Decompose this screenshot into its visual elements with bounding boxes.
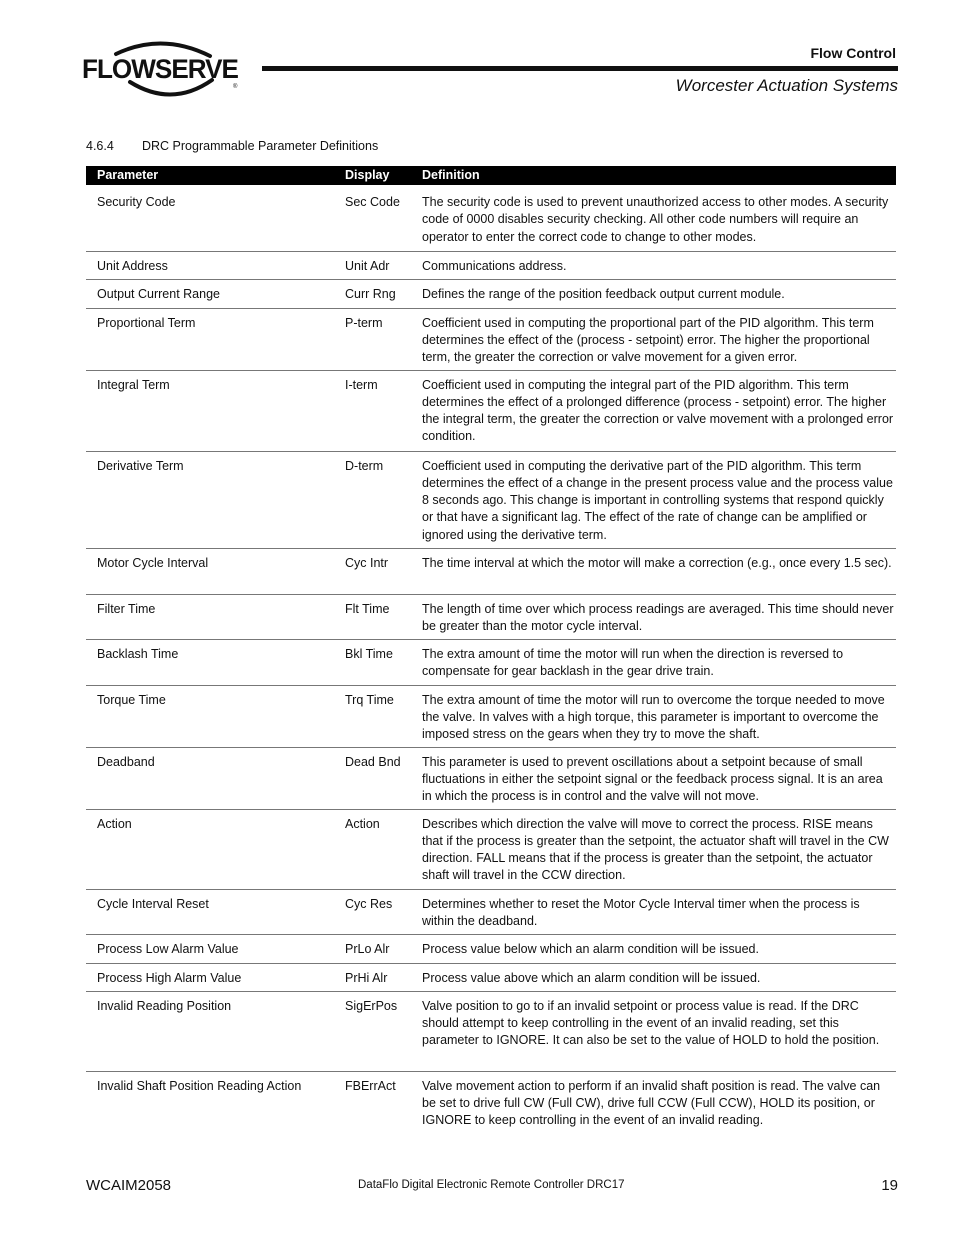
parameter-table bbox=[86, 166, 896, 1131]
cell-definition: Determines whether to reset the Motor Cycle Interval timer when the process is within the deadband. bbox=[422, 889, 896, 934]
cell-parameter: Torque Time bbox=[86, 685, 345, 747]
cell-display: D-term bbox=[345, 451, 422, 548]
cell-definition: Defines the range of the position feedback output current module. bbox=[422, 279, 896, 308]
cell-display: Dead Bnd bbox=[345, 747, 422, 809]
table-row bbox=[86, 308, 896, 370]
cell-parameter: Output Current Range bbox=[86, 279, 345, 308]
cell-definition: Coefficient used in computing the integral part of the PID algorithm. This term determines the effect of a prolonged difference (process - setpoint) error. The higher the integral term, the greater the correction or valve movement with a prolonged error condition. bbox=[422, 370, 896, 451]
cell-parameter: Action bbox=[86, 809, 345, 889]
footer-doc-id: WCAIM2058 bbox=[86, 1177, 172, 1194]
table-row bbox=[86, 889, 896, 934]
cell-parameter: Deadband bbox=[86, 747, 345, 809]
cell-parameter: Security Code bbox=[86, 185, 345, 251]
cell-definition: The time interval at which the motor will make a correction (e.g., once every 1.5 sec). bbox=[422, 548, 896, 594]
cell-parameter: Cycle Interval Reset bbox=[86, 889, 345, 934]
cell-definition: Coefficient used in computing the derivative part of the PID algorithm. This term determines the effect of a change in the present process value and the process value 8 seconds ago. This change is important in controlling systems that respond quickly or that have a significant lag. The effect of the rate of change can be amplified or ignored using the derivative term. bbox=[422, 451, 896, 548]
cell-parameter: Invalid Shaft Position Reading Action bbox=[97, 1078, 302, 1093]
cell-definition: The extra amount of time the motor will run to overcome the torque needed to move the valve. In valves with a high torque, this parameter is important to overcome the imposed stress on the gears when they try to move the shaft. bbox=[422, 685, 896, 747]
cell-display: Sec Code bbox=[345, 185, 422, 251]
table-row bbox=[86, 963, 896, 991]
cell-display: SigErPos bbox=[345, 991, 422, 1071]
cell-display: Cyc Intr bbox=[345, 548, 422, 594]
cell-parameter: Process Low Alarm Value bbox=[86, 934, 345, 963]
cell-definition: Coefficient used in computing the proportional part of the PID algorithm. This term determines the effect of the (process - setpoint) error. The higher the proportional term, the greater the correction or valve movement for a given error. bbox=[422, 308, 896, 370]
cell-display: PrHi Alr bbox=[345, 963, 422, 991]
cell-parameter: Motor Cycle Interval bbox=[86, 548, 345, 594]
table-row bbox=[86, 185, 896, 251]
header-definition: Definition bbox=[422, 166, 896, 185]
header-division: Worcester Actuation Systems bbox=[675, 76, 898, 95]
cell-definition: Process value above which an alarm condition will be issued. bbox=[422, 963, 896, 991]
section-title-text: DRC Programmable Parameter Definitions bbox=[142, 139, 379, 153]
cell-display: Cyc Res bbox=[345, 889, 422, 934]
cell-display: PrLo Alr bbox=[345, 934, 422, 963]
footer-title: DataFlo Digital Electronic Remote Controller DRC17 bbox=[358, 1179, 625, 1191]
table-header-row bbox=[86, 166, 896, 185]
cell-parameter: Filter Time bbox=[86, 594, 345, 639]
cell-display: Curr Rng bbox=[345, 279, 422, 308]
cell-display: Unit Adr bbox=[345, 251, 422, 279]
cell-parameter: Derivative Term bbox=[86, 451, 345, 548]
cell-parameter: Proportional Term bbox=[86, 308, 345, 370]
svg-text:®: ® bbox=[233, 84, 238, 90]
table-row bbox=[86, 809, 896, 889]
cell-definition: Communications address. bbox=[422, 251, 896, 279]
cell-parameter: Integral Term bbox=[86, 370, 345, 451]
cell-definition: The security code is used to prevent unauthorized access to other modes. A security code of 0000 disables security checking. All other code numbers will require an operator to enter the correct code to change to other modes. bbox=[422, 185, 896, 251]
svg-text:FLOWSERVE: FLOWSERVE bbox=[82, 54, 238, 84]
cell-display: Bkl Time bbox=[345, 639, 422, 685]
table-row bbox=[86, 991, 896, 1071]
cell-definition: This parameter is used to prevent oscillations about a setpoint because of small fluctuations in either the setpoint signal or the feedback process signal. It is an area in which the process is in control and the valve will not move. bbox=[422, 747, 896, 809]
cell-definition: Process value below which an alarm condition will be issued. bbox=[422, 934, 896, 963]
table-row bbox=[86, 594, 896, 639]
cell-definition: The length of time over which process readings are averaged. This time should never be greater than the motor cycle interval. bbox=[422, 594, 896, 639]
header-display: Display bbox=[345, 166, 422, 185]
footer-page-number: 19 bbox=[881, 1177, 898, 1194]
table-row bbox=[86, 747, 896, 809]
flowserve-logo bbox=[82, 38, 242, 100]
cell-display: Action bbox=[345, 809, 422, 889]
cell-parameter: Backlash Time bbox=[86, 639, 345, 685]
table-row bbox=[86, 548, 896, 594]
cell-display: P-term bbox=[345, 308, 422, 370]
table-row bbox=[86, 279, 896, 308]
cell-display: FBErrAct bbox=[345, 1078, 396, 1093]
table-row bbox=[86, 639, 896, 685]
section-title bbox=[86, 139, 378, 153]
table-row bbox=[86, 370, 896, 451]
cell-definition: Describes which direction the valve will move to correct the process. RISE means that if the process is greater than the setpoint, the actuator shaft will travel in the CW direction. FALL means that if the process is greater than the setpoint, the actuator shaft will travel in the CCW direction. bbox=[422, 809, 896, 889]
header-parameter: Parameter bbox=[86, 166, 345, 185]
cell-definition: Valve position to go to if an invalid setpoint or process value is read. If the DRC should attempt to keep controlling in the event of an invalid reading, set this parameter to IGNORE. It can also be set to the value of HOLD to hold the position. bbox=[422, 991, 896, 1071]
table-row bbox=[86, 685, 896, 747]
cell-definition: Valve movement action to perform if an invalid shaft position is read. The valve can be set to drive full CW (Full CW), drive full CCW (Full CCW), HOLD its position, or IGNORE to keep controlling in the event of an invalid reading. bbox=[422, 1078, 881, 1128]
table-row bbox=[86, 451, 896, 548]
cell-display: I-term bbox=[345, 370, 422, 451]
header-rule bbox=[262, 66, 898, 71]
cell-display: Trq Time bbox=[345, 685, 422, 747]
section-number: 4.6.4 bbox=[86, 139, 114, 153]
table-row bbox=[86, 251, 896, 279]
cell-parameter: Invalid Reading Position bbox=[86, 991, 345, 1071]
cell-display: Flt Time bbox=[345, 594, 422, 639]
header-company: Flow Control bbox=[810, 45, 896, 61]
table-row bbox=[86, 1071, 896, 1131]
cell-parameter: Unit Address bbox=[86, 251, 345, 279]
cell-definition: The extra amount of time the motor will run when the direction is reversed to compensate for gear backlash in the gear drive train. bbox=[422, 639, 896, 685]
table-row bbox=[86, 934, 896, 963]
cell-parameter: Process High Alarm Value bbox=[86, 963, 345, 991]
